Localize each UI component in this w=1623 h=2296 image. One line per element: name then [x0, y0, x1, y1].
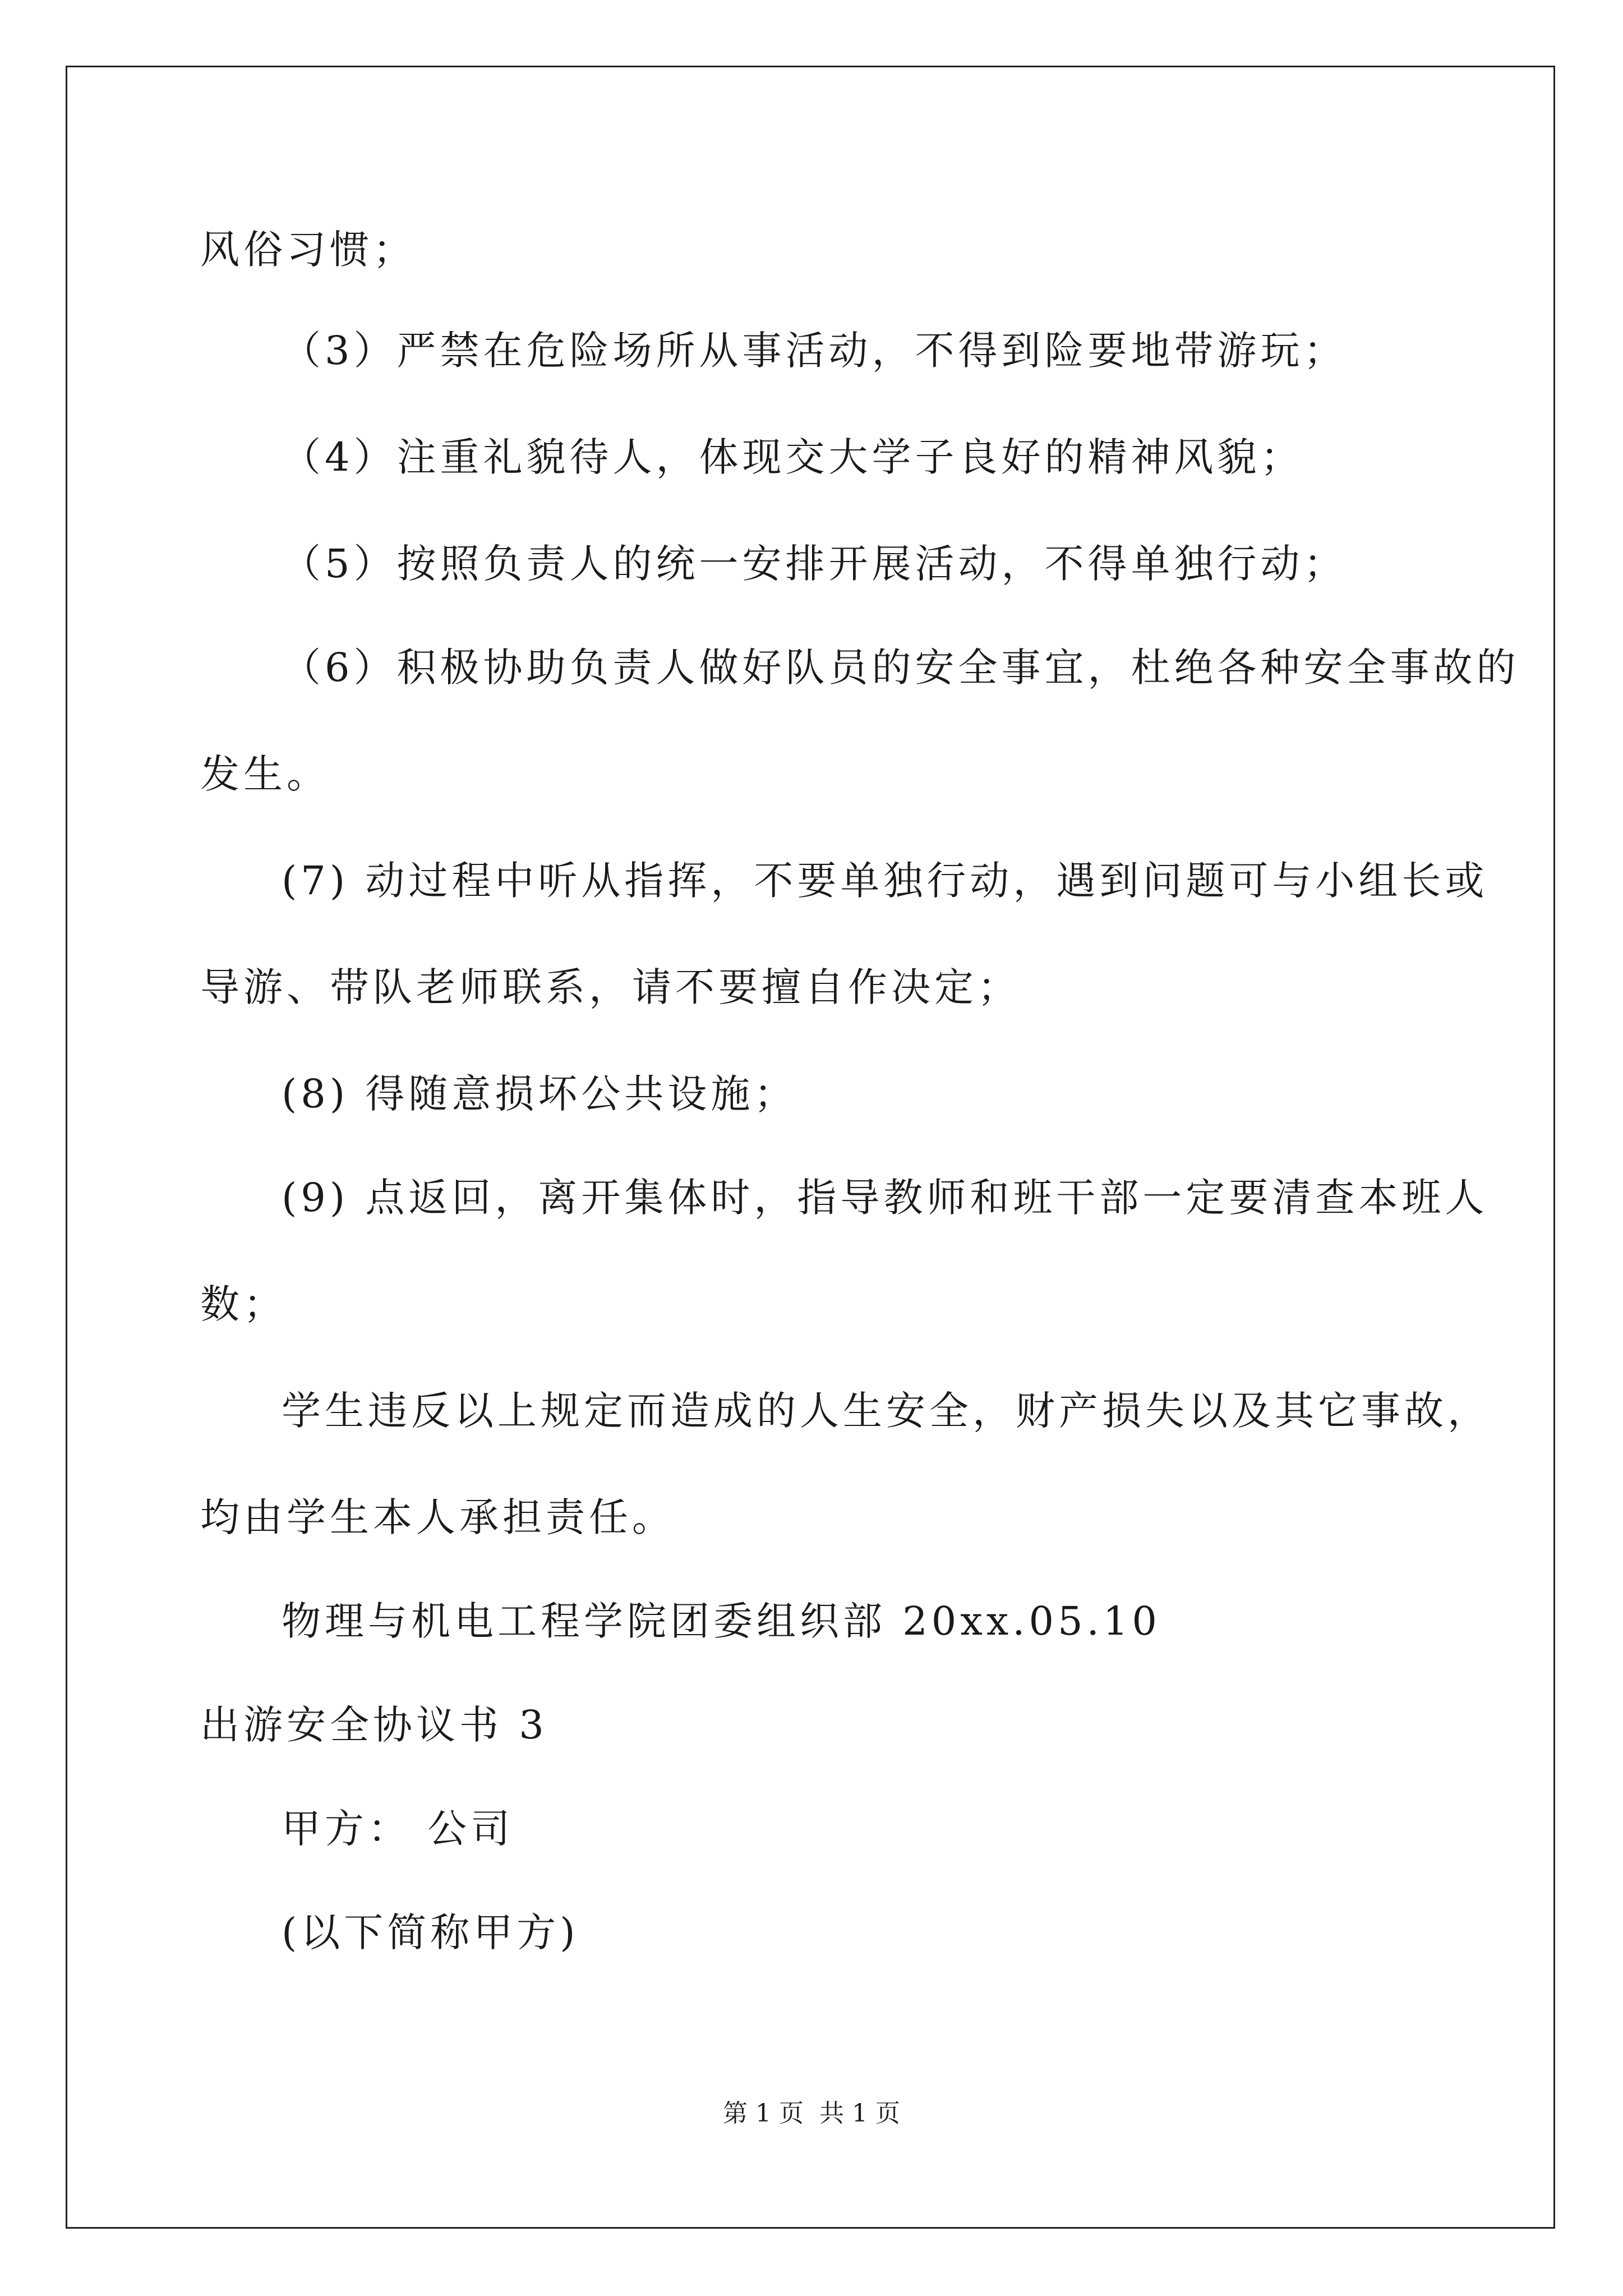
text-line-item-4: （4）注重礼貌待人，体现交大学子良好的精神风貌；	[282, 434, 1304, 480]
text-line-party-a-note: (以下简称甲方)	[282, 1910, 579, 1955]
text-line-item-6: （6）积极协助负责人做好队员的安全事宜，杜绝各种安全事故的	[282, 645, 1520, 691]
text-line-liability-cont: 均由学生本人承担责任。	[200, 1494, 675, 1540]
text-line-item-9-cont: 数；	[200, 1281, 287, 1327]
page-footer	[0, 2097, 1623, 2131]
text-line-customs: 风俗习惯；	[200, 227, 416, 273]
text-line-item-7: (7) 动过程中听从指挥，不要单独行动，遇到问题可与小组长或	[282, 858, 1488, 904]
text-line-item-3: （3）严禁在危险场所从事活动，不得到险要地带游玩；	[282, 328, 1347, 374]
page-total: 共 1 页	[819, 2099, 900, 2128]
text-line-liability: 学生违反以上规定而造成的人生安全，财产损失以及其它事故，	[282, 1388, 1491, 1434]
text-line-item-6-cont: 发生。	[200, 751, 330, 797]
text-line-item-7-cont: 导游、带队老师联系，请不要擅自作决定；	[200, 964, 1021, 1010]
text-line-item-9: (9) 点返回，离开集体时，指导教师和班干部一定要清查本班人	[282, 1175, 1488, 1221]
text-line-item-5: （5）按照负责人的统一安排开展活动，不得单独行动；	[282, 541, 1347, 587]
section-title: 出游安全协议书 3	[200, 1702, 548, 1748]
text-line-signature: 物理与机电工程学院团委组织部 20xx.05.10	[282, 1598, 1161, 1644]
text-line-party-a: 甲方： 公司	[282, 1806, 514, 1852]
page-number: 第 1 页	[723, 2099, 804, 2128]
text-line-item-8: (8) 得随意损坏公共设施；	[282, 1071, 797, 1117]
